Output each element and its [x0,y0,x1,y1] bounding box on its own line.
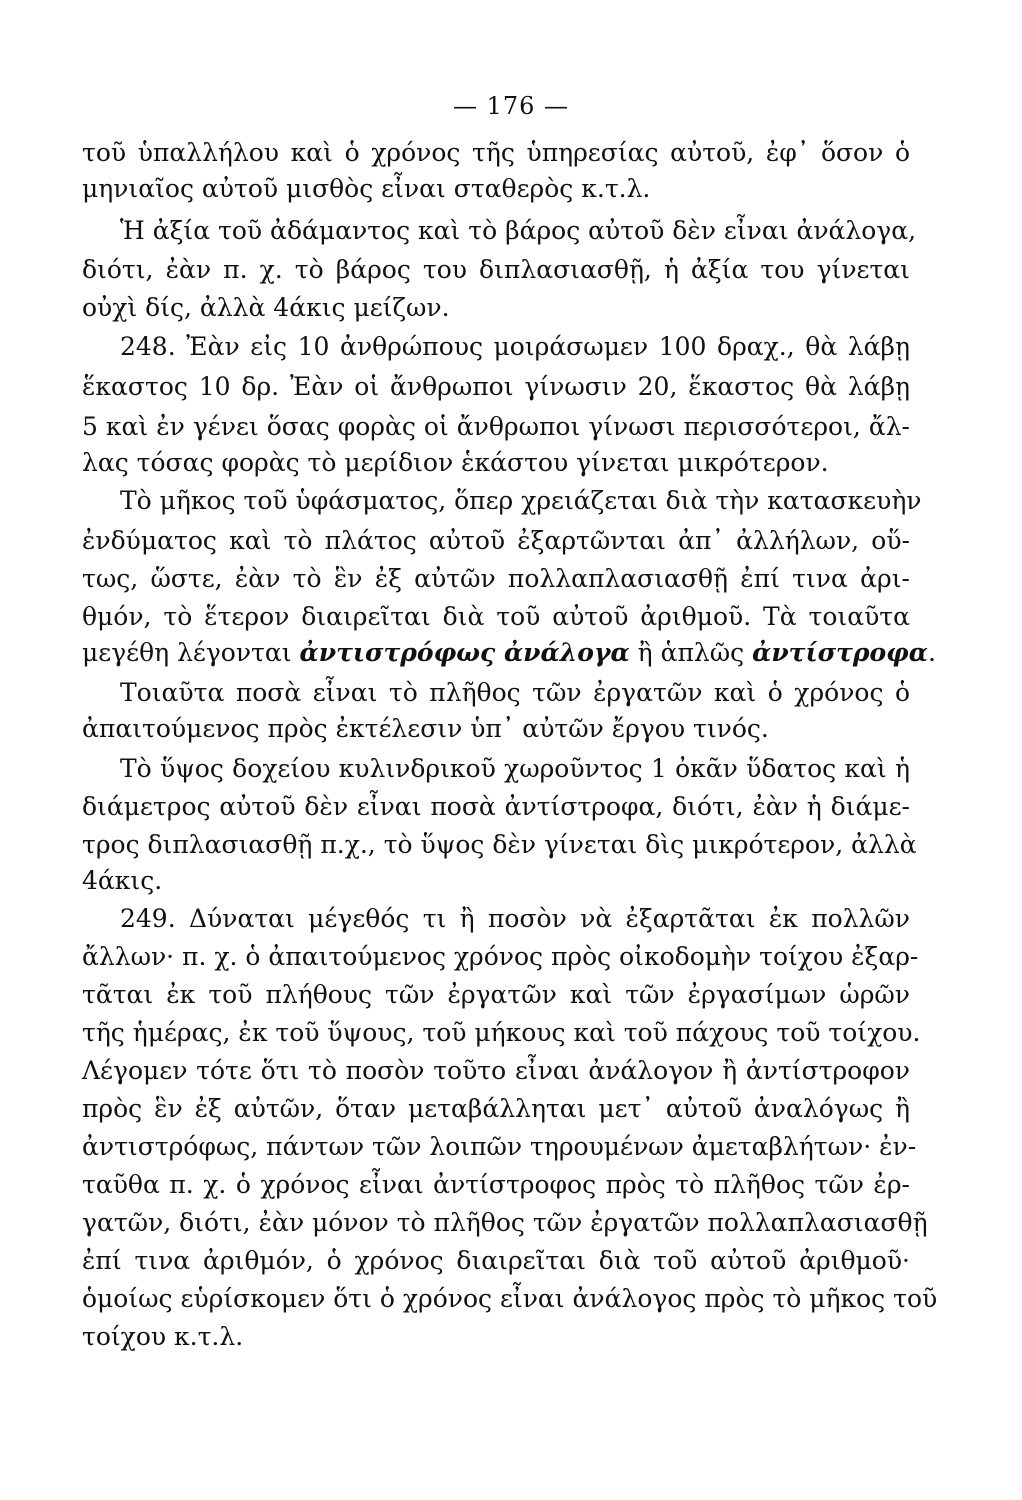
text-line: λας τόσας φορὰς τὸ μερίδιον ἑκάστου γίνεται μικρότερον. [82,448,829,477]
text-line: οὐχὶ δίς, ἀλλὰ 4άκις μείζων. [82,293,450,322]
text-line: πρὸς ἓν ἐξ αὐτῶν, ὅταν μεταβάλληται μετ᾽ αὐτοῦ ἀναλόγως ἢ [82,1094,910,1123]
text-line: 5 καὶ ἐν γένει ὅσας φορὰς οἱ ἄνθρωποι γίνωσι περισσότεροι, ἄλ- [82,412,910,441]
text-line: Τὸ μῆκος τοῦ ὑφάσματος, ὅπερ χρειάζεται διὰ τὴν κατασκευὴν [120,486,922,515]
text-segment: μεγέθη λέγονται [82,638,300,667]
text-line: 4άκις. [82,866,163,895]
text-line: διότι, ἐὰν π. χ. τὸ βάρος του διπλασιασθῇ, ἡ ἀξία του γίνεται [82,255,910,284]
text-line: μηνιαῖος αὐτοῦ μισθὸς εἶναι σταθερὸς κ.τ.λ. [82,174,651,203]
text-line: Ἡ ἀξία τοῦ ἀδάμαντος καὶ τὸ βάρος αὐτοῦ δὲν εἶναι ἀνάλογα, [120,216,917,245]
text-line: 249. Δύναται μέγεθός τι ἢ ποσὸν νὰ ἐξαρτᾶται ἐκ πολλῶν [120,904,910,933]
text-line-emphasis [82,636,936,670]
text-line: τᾶται ἐκ τοῦ πλήθους τῶν ἐργατῶν καὶ τῶν ἐργασίμων ὡρῶν [82,980,910,1009]
text-segment: . [928,638,936,667]
text-line: τρος διπλασιασθῇ π.χ., τὸ ὕψος δὲν γίνεται δὶς μικρότερον, ἀλλὰ [82,830,917,859]
text-line: διάμετρος αὐτοῦ δὲν εἶναι ποσὰ ἀντίστροφα, διότι, ἐὰν ἡ διάμε- [82,792,910,821]
text-line: ἀντιστρόφως, πάντων τῶν λοιπῶν τηρουμένων ἀμεταβλήτων· ἐν- [82,1132,917,1161]
text-line: γατῶν, διότι, ἐὰν μόνον τὸ πλῆθος τῶν ἐργατῶν πολλαπλασιασθῇ [82,1208,928,1237]
text-line: τῆς ἡμέρας, ἐκ τοῦ ὕψους, τοῦ μήκους καὶ τοῦ πάχους τοῦ τοίχου. [82,1018,921,1047]
text-line: ἐπί τινα ἀριθμόν, ὁ χρόνος διαιρεῖται διὰ τοῦ αὐτοῦ ἀριθμοῦ· [82,1246,910,1275]
text-line: Λέγομεν τότε ὅτι τὸ ποσὸν τοῦτο εἶναι ἀνάλογον ἢ ἀντίστροφον [82,1056,910,1085]
text-line: ὁμοίως εὑρίσκομεν ὅτι ὁ χρόνος εἶναι ἀνάλογος πρὸς τὸ μῆκος τοῦ [82,1284,938,1313]
text-line: ταῦθα π. χ. ὁ χρόνος εἶναι ἀντίστροφος πρὸς τὸ πλῆθος τῶν ἐρ- [82,1170,910,1199]
text-line: ἄλλων· π. χ. ὁ ἀπαιτούμενος χρόνος πρὸς οἰκοδομὴν τοίχου ἐξαρ- [82,942,919,971]
text-line: θμόν, τὸ ἕτερον διαιρεῖται διὰ τοῦ αὐτοῦ ἀριθμοῦ. Τὰ τοιαῦτα [82,602,910,631]
text-line: ἀπαιτούμενος πρὸς ἐκτέλεσιν ὑπ᾽ αὐτῶν ἔργου τινός. [82,714,769,743]
page-number: — 176 — [452,92,570,120]
text-line: τως, ὥστε, ἐὰν τὸ ἓν ἐξ αὐτῶν πολλαπλασιασθῇ ἐπί τινα ἀρι- [82,564,910,593]
emphasized-term: ἀντιστρόφως ἀνάλογα [299,638,630,667]
text-line: Τοιαῦτα ποσὰ εἶναι τὸ πλῆθος τῶν ἐργατῶν καὶ ὁ χρόνος ὁ [120,678,910,707]
text-line: ἐνδύματος καὶ τὸ πλάτος αὐτοῦ ἐξαρτῶνται ἀπ᾽ ἀλλήλων, οὕ- [82,526,910,555]
text-segment: ἢ ἁπλῶς [629,638,753,667]
text-line: 248. Ἐὰν εἰς 10 ἀνθρώπους μοιράσωμεν 100 δραχ., θὰ λάβῃ [120,332,910,361]
text-line: Τὸ ὕψος δοχείου κυλινδρικοῦ χωροῦντος 1 ὀκᾶν ὕδατος καὶ ἡ [120,754,910,783]
emphasized-term: ἀντίστροφα [752,638,929,667]
text-line: τοίχου κ.τ.λ. [82,1322,244,1351]
text-line: τοῦ ὑπαλλήλου καὶ ὁ χρόνος τῆς ὑπηρεσίας αὐτοῦ, ἐφ᾽ ὅσον ὁ [82,138,910,167]
text-line: ἕκαστος 10 δρ. Ἐὰν οἱ ἄνθρωποι γίνωσιν 20, ἕκαστος θὰ λάβῃ [82,372,910,401]
